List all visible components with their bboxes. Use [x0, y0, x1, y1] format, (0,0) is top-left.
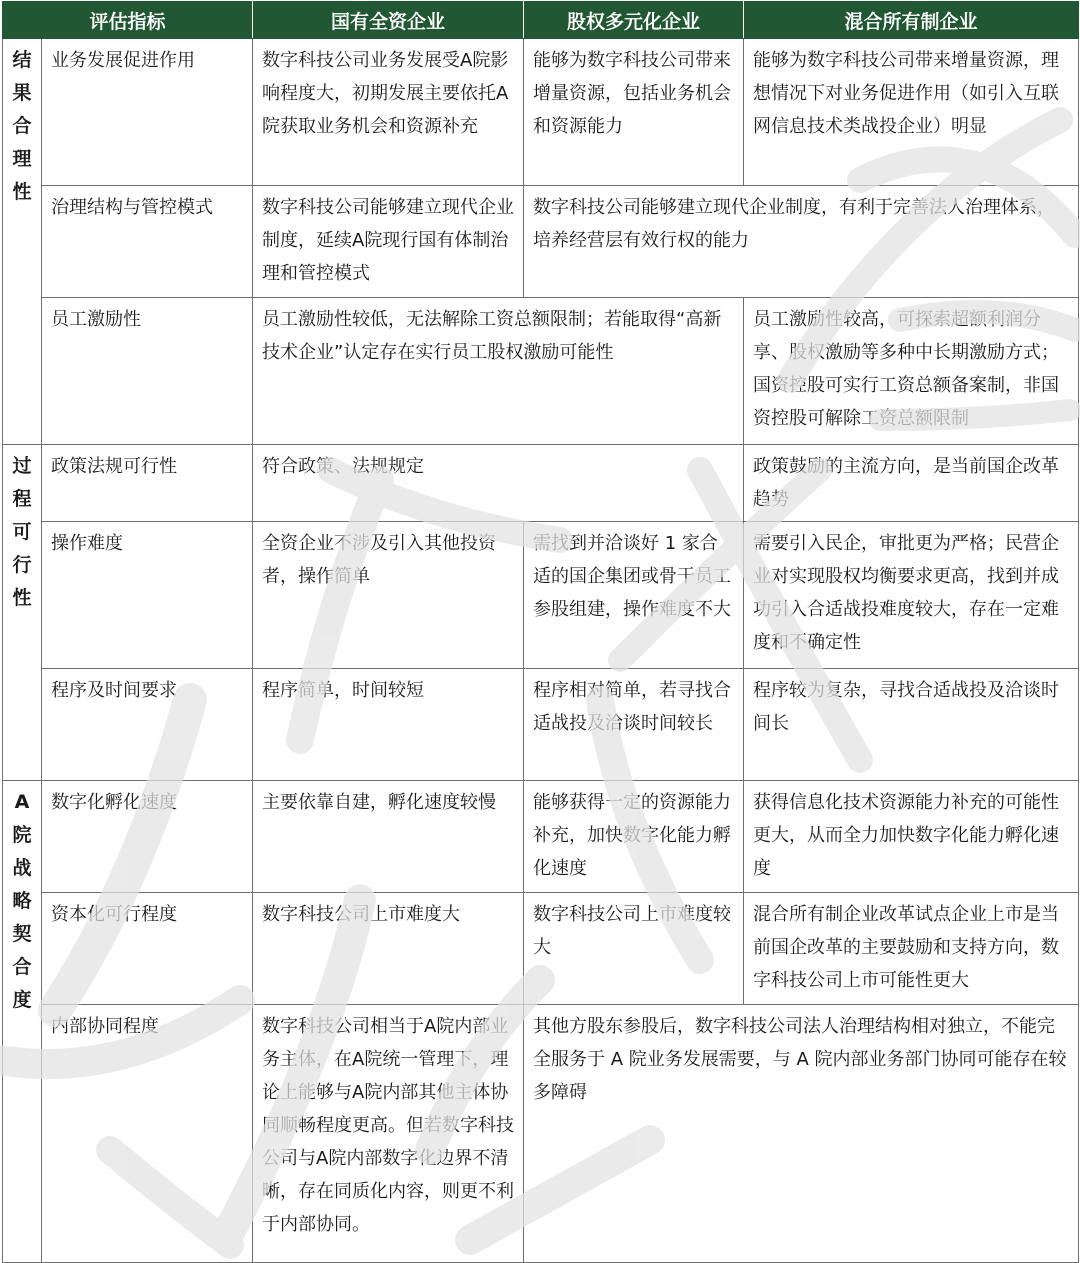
state-owned-cell: 主要依靠自建，孵化速度较慢 — [253, 781, 524, 893]
indicator-cell: 资本化可行程度 — [42, 893, 253, 1005]
merged-cell: 其他方股东参股后，数字科技公司法人治理结构相对独立，不能完全服务于 A 院业务发展需要，与 A 院内部业务部门协同可能存在较多障碍 — [524, 1005, 1079, 1263]
table-row — [3, 1005, 1079, 1263]
mixed-cell: 需要引入民企，审批更为严格；民营企业对实现股权均衡要求更高，找到并成功引入合适战投难度较大，存在一定难度和不确定性 — [744, 522, 1079, 669]
indicator-cell: 员工激励性 — [42, 298, 253, 445]
indicator-cell: 政策法规可行性 — [42, 445, 253, 522]
merged-cell: 员工激励性较低，无法解除工资总额限制；若能取得“高新技术企业”认定存在实行员工股权激励可能性 — [253, 298, 744, 445]
table-row — [3, 781, 1079, 893]
diversified-cell: 需找到并洽谈好 1 家合适的国企集团或骨干员工参股组建，操作难度不大 — [524, 522, 744, 669]
state-owned-cell: 数字科技公司业务发展受A院影响程度大，初期发展主要依托A院获取业务机会和资源补充 — [253, 39, 524, 186]
mixed-cell: 员工激励性较高，可探索超额利润分享、股权激励等多种中长期激励方式；国资控股可实行工资总额备案制，非国资控股可解除工资总额限制 — [744, 298, 1079, 445]
mixed-cell: 能够为数字科技公司带来增量资源，理想情况下对业务促进作用（如引入互联网信息技术类战投企业）明显 — [744, 39, 1079, 186]
indicator-cell: 业务发展促进作用 — [42, 39, 253, 186]
table-row — [3, 522, 1079, 669]
indicator-cell: 内部协同程度 — [42, 1005, 253, 1263]
table-row — [3, 39, 1079, 186]
mixed-cell: 政策鼓励的主流方向，是当前国企改革趋势 — [744, 445, 1079, 522]
merged-cell: 数字科技公司能够建立现代企业制度，有利于完善法人治理体系，培养经营层有效行权的能力 — [524, 186, 1079, 298]
state-owned-cell: 程序简单，时间较短 — [253, 669, 524, 781]
merged-cell: 符合政策、法规规定 — [253, 445, 744, 522]
state-owned-cell: 全资企业不涉及引入其他投资者，操作简单 — [253, 522, 524, 669]
diversified-cell: 程序相对简单，若寻找合适战投及洽谈时间较长 — [524, 669, 744, 781]
mixed-cell: 程序较为复杂，寻找合适战投及洽谈时间长 — [744, 669, 1079, 781]
table-row — [3, 186, 1079, 298]
diversified-cell: 能够获得一定的资源能力补充，加快数字化能力孵化速度 — [524, 781, 744, 893]
indicator-cell: 操作难度 — [42, 522, 253, 669]
category-result-rationality: 结 果 合 理 性 — [3, 39, 42, 445]
table-row — [3, 669, 1079, 781]
indicator-cell: 治理结构与管控模式 — [42, 186, 253, 298]
evaluation-table — [2, 1, 1079, 1263]
table-row — [3, 298, 1079, 445]
indicator-cell: 程序及时间要求 — [42, 669, 253, 781]
header-state-owned: 国有全资企业 — [253, 2, 524, 39]
diversified-cell: 能够为数字科技公司带来增量资源，包括业务机会和资源能力 — [524, 39, 744, 186]
header-diversified: 股权多元化企业 — [524, 2, 744, 39]
diversified-cell: 数字科技公司上市难度较大 — [524, 893, 744, 1005]
category-strategic-fit: A 院 战 略 契 合 度 — [3, 781, 42, 1263]
state-owned-cell: 数字科技公司上市难度大 — [253, 893, 524, 1005]
indicator-cell: 数字化孵化速度 — [42, 781, 253, 893]
state-owned-cell: 数字科技公司相当于A院内部业务主体，在A院统一管理下，理论上能够与A院内部其他主体协同顺畅程度更高。但若数字科技公司与A院内部数字化边界不清晰，存在同质化内容，则更不利于内部协同。 — [253, 1005, 524, 1263]
table-row — [3, 893, 1079, 1005]
category-process-feasibility: 过 程 可 行 性 — [3, 445, 42, 781]
header-mixed: 混合所有制企业 — [744, 2, 1079, 39]
header-row — [3, 2, 1079, 39]
state-owned-cell: 数字科技公司能够建立现代企业制度，延续A院现行国有体制治理和管控模式 — [253, 186, 524, 298]
mixed-cell: 混合所有制企业改革试点企业上市是当前国企改革的主要鼓励和支持方向，数字科技公司上市可能性更大 — [744, 893, 1079, 1005]
table-row — [3, 445, 1079, 522]
mixed-cell: 获得信息化技术资源能力补充的可能性更大，从而全力加快数字化能力孵化速度 — [744, 781, 1079, 893]
header-indicator: 评估指标 — [3, 2, 253, 39]
